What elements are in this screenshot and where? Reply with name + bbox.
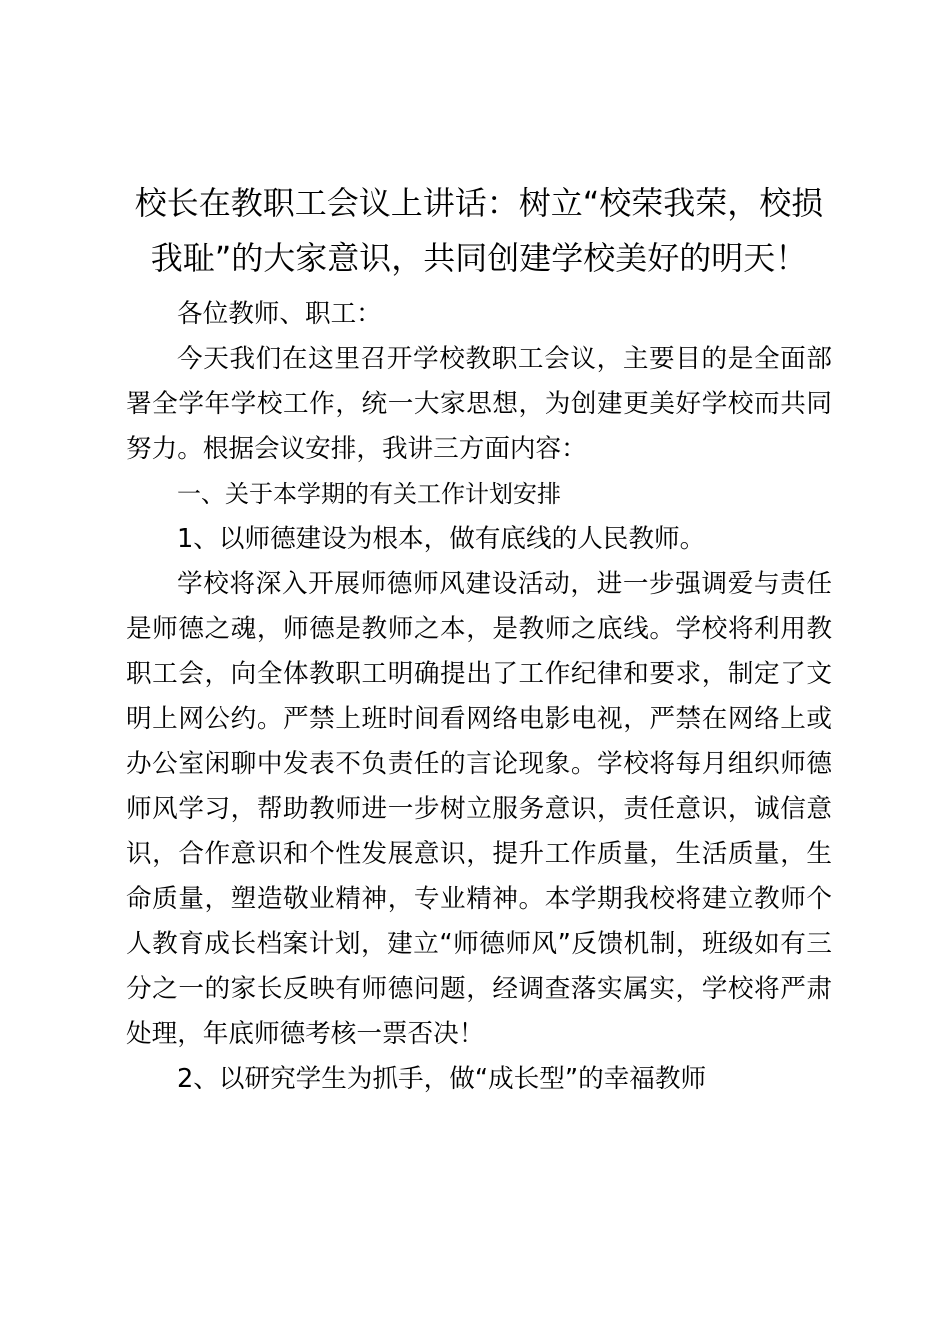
- salutation: 各位教师、职工：: [177, 299, 382, 329]
- body-paragraph-ethics: 学校将深入开展师德师风建设活动，进一步强调爱与责任是师德之魂，师德是教师之本，是教师之底线。学校将利用教职工会，向全体教职工明确提出了工作纪律和要求，制定了文明上网公约。严禁上班时间看网络电影电视，严禁在网络上或办公室闲聊中发表不负责任的言论现象。学校将每月组织师德师风学习，帮助教师进一步树立服务意识，责任意识，诚信意识，合作意识和个性发展意识，提升工作质量，生活质量，生命质量，塑造敬业精神，专业精神。本学期我校将建立教师个人教育成长档案计划，建立“师德师风”反馈机制，班级如有三分之一的家长反映有师德问题，经调查落实属实，学校将严肃处理，年底师德考核一票否决！: [126, 569, 832, 1049]
- subheading-2: 2、以研究学生为抓手，做“成长型”的幸福教师: [177, 1064, 707, 1094]
- document-page: [126, 176, 832, 1102]
- subheading-1: 1、以师德建设为根本，做有底线的人民教师。: [177, 524, 706, 554]
- document-body: [126, 292, 832, 1102]
- section-heading-1: 一、关于本学期的有关工作计划安排: [177, 480, 561, 508]
- document-title: 校长在教职工会议上讲话：树立“校荣我荣，校损我耻”的大家意识，共同创建学校美好的明天！: [134, 184, 824, 277]
- intro-paragraph: 今天我们在这里召开学校教职工会议，主要目的是全面部署全学年学校工作，统一大家思想，为创建更美好学校而共同努力。根据会议安排，我讲三方面内容：: [126, 344, 832, 464]
